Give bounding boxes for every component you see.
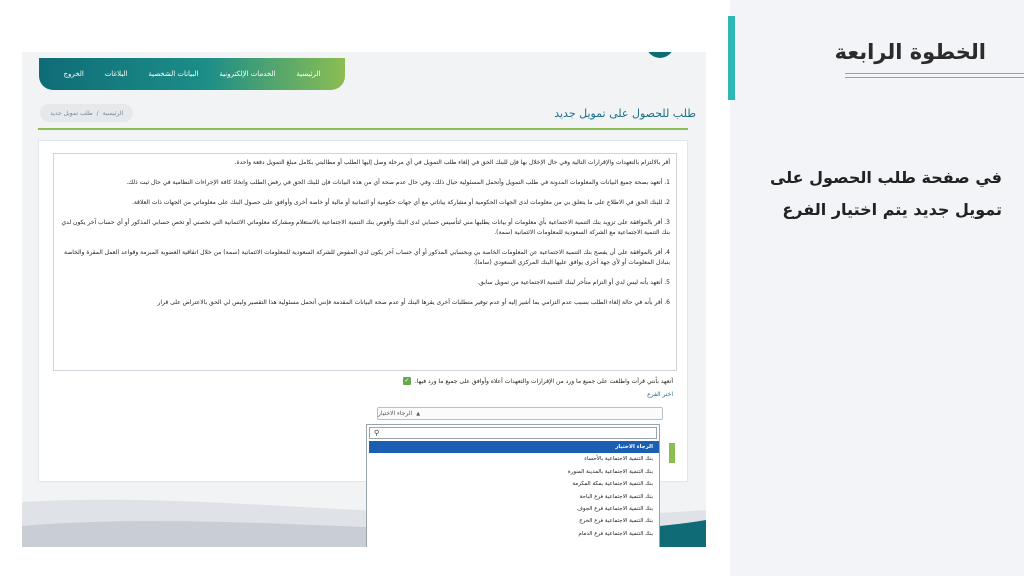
- terms-box[interactable]: [53, 153, 677, 371]
- branch-select-value: الرجاء الاختيار: [378, 410, 413, 417]
- title-divider: [38, 128, 688, 130]
- dropdown-option[interactable]: بنك التنمية الاجتماعية بالأحساء: [584, 456, 653, 463]
- step-description: في صفحة طلب الحصول على تمويل جديد يتم اختيار الفرع: [769, 168, 1002, 219]
- terms-item: 2. للبنك الحق في الاطلاع على ما يتعلق بي من معلومات لدى الجهات الحكومية أو مشاركة بياناتي مع أي جهات حكومية أو ائتمانية أو مالية أو خاصة أخرى وأوافق على حصول البنك على معلوماتي من الجهات ذات العلاقة.: [131, 199, 670, 206]
- instruction-panel: [730, 0, 1024, 576]
- submit-button[interactable]: [669, 443, 675, 463]
- nav-reports[interactable]: البلاغات: [104, 70, 128, 78]
- nav-home[interactable]: الرئيسية: [296, 70, 321, 78]
- dropdown-options: [369, 441, 659, 540]
- terms-item: 5. أتعهد بأنه ليس لدي أو التزام متأخر لبنك التنمية الاجتماعية من تمويل سابق.: [477, 279, 670, 286]
- agree-checkbox[interactable]: ✓: [404, 377, 410, 384]
- dropdown-option[interactable]: بنك التنمية الاجتماعية فرع الباحة: [579, 493, 653, 500]
- terms-item: 1. أتعهد بصحة جميع البيانات والمعلومات المدونة في طلب التمويل وأتحمل المسئولية حيال ذلك، وفي حال عدم صحة أي من هذه البيانات فإن للبنك الحق في رفض الطلب واتخاذ كافة الإجراءات النظامية في حال ثبت ذلك.: [126, 179, 670, 186]
- magnifier-icon: ⚲: [374, 429, 380, 437]
- dropdown-option[interactable]: بنك التنمية الاجتماعية بالمدينة المنورة: [567, 468, 653, 475]
- breadcrumb: [40, 104, 133, 122]
- page-title: طلب للحصول على تمويل جديد: [554, 107, 696, 120]
- branch-label: اختر الفرع: [647, 391, 673, 398]
- dropdown-option[interactable]: بنك التنمية الاجتماعية فرع الخرج: [579, 518, 653, 525]
- terms-item: 4. أقر بالموافقة على أن يفصح بنك التنمية الاجتماعية عن المعلومات الخاصة بي وبحسابي المذكور أو أي حساب آخر يكون لدي المفوض للشركة السعودية للمعلومات الائتمانية (سمة) من خلال اتفاقية العضوية المبرمة وقواعد العمل المقرة والخاصة بتبادل المعلومات أو لأي جهة أخرى يوافق عليها البنك المركزي السعودي (ساما).: [64, 249, 670, 266]
- dropdown-option[interactable]: بنك التنمية الاجتماعية فرع الدمام: [578, 530, 653, 537]
- title-underline: [845, 73, 1024, 81]
- terms-item: 6. أقر بأنه في حالة إلغاء الطلب بسبب عدم التزامي بما أشير إليه أو عدم توفير متطلبات أخرى يقرها البنك أو عدم صحة البيانات المقدمة فإنني أتحمل مسئولية هذا التقصير وليس لي الحق بالاعتراض على قرار: [157, 299, 670, 306]
- branch-select[interactable]: [377, 407, 663, 420]
- dropdown-option[interactable]: بنك التنمية الاجتماعية فرع الجوف: [577, 505, 653, 512]
- main-navbar: [39, 58, 345, 90]
- logo-tab: [646, 52, 674, 58]
- caret-up-icon: ▲: [416, 410, 421, 417]
- agree-row: [403, 377, 673, 385]
- dropdown-option[interactable]: الرجاء الاختيار: [369, 441, 659, 453]
- terms-item: 3. أقر بالموافقة على تزويد بنك التنمية الاجتماعية بأي معلومات أو بيانات يطلبها مني لتأسيس حسابي لدى البنك وأفوض بنك التنمية الاجتماعية بالاستعلام ومشاركة معلوماتي الائتمانية التي تخصني أو تخص حسابي المذكور أو أي حساب آخر يكون لدي بنك التنمية الاجتماعية مع الشركة السعودية للمعلومات الائتمانية (سمة).: [61, 219, 670, 236]
- breadcrumb-home[interactable]: الرئيسية: [102, 109, 124, 117]
- nav-personal-data[interactable]: البيانات الشخصية: [148, 70, 199, 78]
- accent-bar: [728, 16, 735, 100]
- nav-eservices[interactable]: الخدمات الإلكترونية: [219, 70, 276, 78]
- agree-text: أتعهد بأنني قرأت واطلعت على جميع ما ورد من الإقرارات والتعهدات أعلاه وأوافق على جميع ما ورد فيها.: [414, 377, 673, 385]
- branch-dropdown: [366, 424, 660, 547]
- breadcrumb-separator: /: [96, 109, 99, 117]
- dropdown-search-input[interactable]: [369, 427, 657, 439]
- nav-logout[interactable]: الخروج: [63, 70, 84, 78]
- breadcrumb-current: طلب تمويل جديد: [50, 109, 93, 117]
- step-title: الخطوة الرابعة: [834, 40, 986, 64]
- screenshot-frame: [22, 52, 706, 547]
- dropdown-option[interactable]: بنك التنمية الاجتماعية بمكة المكرمة: [572, 481, 653, 488]
- terms-intro: أقر بالالتزام بالتعهدات والإقرارات التالية وفي حال الإخلال بها فإن للبنك الحق في إلغاء طلب التمويل في أي مرحلة وصل إليها الطلب أو مطالبتي بكامل مبلغ التمويل دفعة واحدة.: [234, 159, 670, 166]
